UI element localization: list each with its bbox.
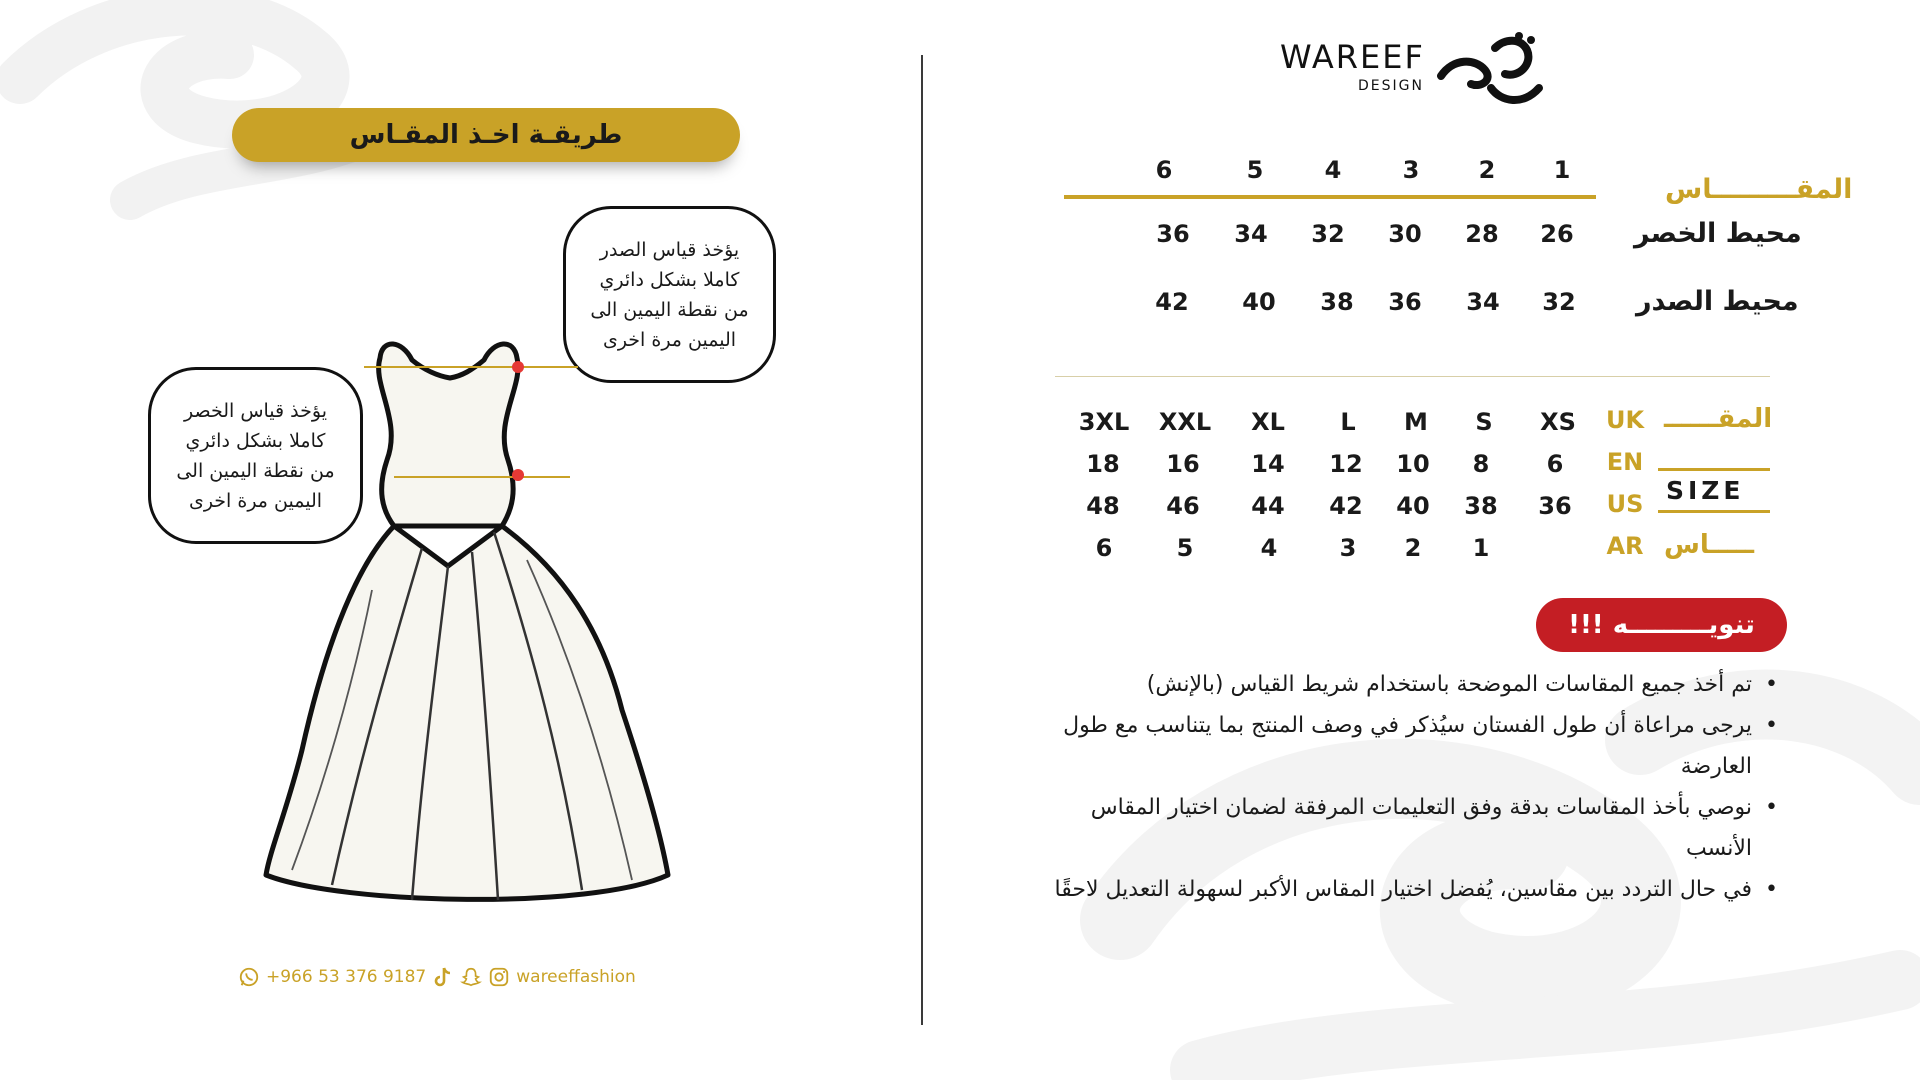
waist-note-text: يؤخذ قياس الخصر كاملا بشكل دائري من نقطة اليمين الى اليمين مرة اخرى [176,399,335,512]
brand-logo [1280,28,1548,110]
uk-cell-6: XXL [1158,408,1212,436]
conversion-word-top: المقــــــ [1664,404,1773,434]
waist-cell-4: 32 [1311,220,1345,248]
size-col-1: 1 [1553,156,1571,184]
bust-measure-line [364,366,578,368]
code-en: EN [1606,448,1644,476]
en-cell-2: 8 [1472,450,1490,478]
us-cell-3: 40 [1396,492,1430,520]
tiktok-icon[interactable] [432,966,454,988]
size-col-3: 3 [1402,156,1420,184]
conversion-rule-2 [1658,510,1770,513]
measurement-guide-title [232,108,740,162]
measurement-guide-title-text: طريقـة اخـذ المقـاس [349,120,623,150]
us-cell-6: 46 [1166,492,1200,520]
bust-note-text: يؤخذ قياس الصدر كاملا بشكل دائري من نقطة اليمين الى اليمين مرة اخرى [590,238,749,351]
en-cell-3: 10 [1396,450,1430,478]
bust-cell-4: 38 [1320,288,1354,316]
snapchat-icon[interactable] [460,966,482,988]
waist-measure-point [512,469,524,481]
ar-cell-5: 4 [1260,534,1278,562]
whatsapp-icon[interactable] [238,966,260,988]
notice-list [1030,664,1782,910]
contact-bar [238,962,636,992]
size-col-5: 5 [1246,156,1264,184]
us-cell-4: 42 [1329,492,1363,520]
bust-cell-3: 36 [1388,288,1422,316]
brand-subtitle: DESIGN [1358,78,1424,94]
size-table-header-label: المقـــــــــاس [1665,174,1853,205]
us-cell-5: 44 [1251,492,1285,520]
us-cell-2: 38 [1464,492,1498,520]
ar-cell-2: 1 [1472,534,1490,562]
uk-cell-7: 3XL [1078,408,1130,436]
en-cell-7: 18 [1086,450,1120,478]
waist-row-label: محيط الخصر [1634,218,1802,249]
us-cell-1: 36 [1538,492,1572,520]
notice-item: • نوصي بأخذ المقاسات بدقة وفق التعليمات المرفقة لضمان اختيار المقاس الأنسب [1030,787,1782,869]
en-cell-6: 16 [1166,450,1200,478]
waist-cell-6: 36 [1156,220,1190,248]
size-col-6: 6 [1155,156,1173,184]
ar-cell-4: 3 [1339,534,1357,562]
uk-cell-3: M [1404,408,1428,436]
waist-cell-2: 28 [1465,220,1499,248]
ar-cell-7: 6 [1095,534,1113,562]
uk-cell-5: XL [1251,408,1285,436]
uk-cell-1: XS [1540,408,1576,436]
instagram-icon[interactable] [488,966,510,988]
waist-cell-1: 26 [1540,220,1574,248]
uk-cell-4: L [1340,408,1356,436]
waist-cell-5: 34 [1234,220,1268,248]
conversion-word-bottom: ـــــاس [1664,530,1755,560]
size-col-2: 2 [1478,156,1496,184]
notice-badge [1536,598,1787,652]
waist-measure-line [394,476,570,478]
en-cell-1: 6 [1546,450,1564,478]
us-cell-7: 48 [1086,492,1120,520]
code-ar: AR [1606,532,1644,560]
notice-item: • يرجى مراعاة أن طول الفستان سيُذكر في وصف المنتج بما يتناسب مع طول العارضة [1030,705,1782,787]
notice-item: • تم أخذ جميع المقاسات الموضحة باستخدام شريط القياس (بالإنش) [1030,664,1782,705]
dress-illustration [262,330,682,910]
en-cell-5: 14 [1251,450,1285,478]
size-col-4: 4 [1324,156,1342,184]
panel-divider [921,55,923,1025]
code-us: US [1606,490,1644,518]
notice-title: تنويـــــــــه !!! [1568,610,1755,640]
code-uk: UK [1605,406,1645,434]
ar-cell-3: 2 [1404,534,1422,562]
uk-cell-2: S [1475,408,1493,436]
bust-cell-2: 34 [1466,288,1500,316]
en-cell-4: 12 [1329,450,1363,478]
contact-phone[interactable]: +966 53 376 9187 [266,967,427,987]
ar-cell-6: 5 [1176,534,1194,562]
bust-cell-6: 42 [1155,288,1189,316]
bust-cell-5: 40 [1242,288,1276,316]
section-separator [1055,376,1770,377]
notice-item: • في حال التردد بين مقاسين، يُفضل اختيار المقاس الأكبر لسهولة التعديل لاحقًا [1030,869,1782,910]
bust-cell-1: 32 [1542,288,1576,316]
conversion-size-label: SIZE [1666,476,1745,505]
conversion-rule-1 [1658,468,1770,471]
bust-measure-point [512,361,524,373]
brand-calligraphy-mark [1435,28,1547,110]
waist-cell-3: 30 [1388,220,1422,248]
bust-row-label: محيط الصدر [1636,286,1799,317]
size-table-header-rule [1064,195,1596,199]
contact-handle[interactable]: wareeffashion [516,967,636,987]
brand-name: WAREEF [1280,38,1425,76]
